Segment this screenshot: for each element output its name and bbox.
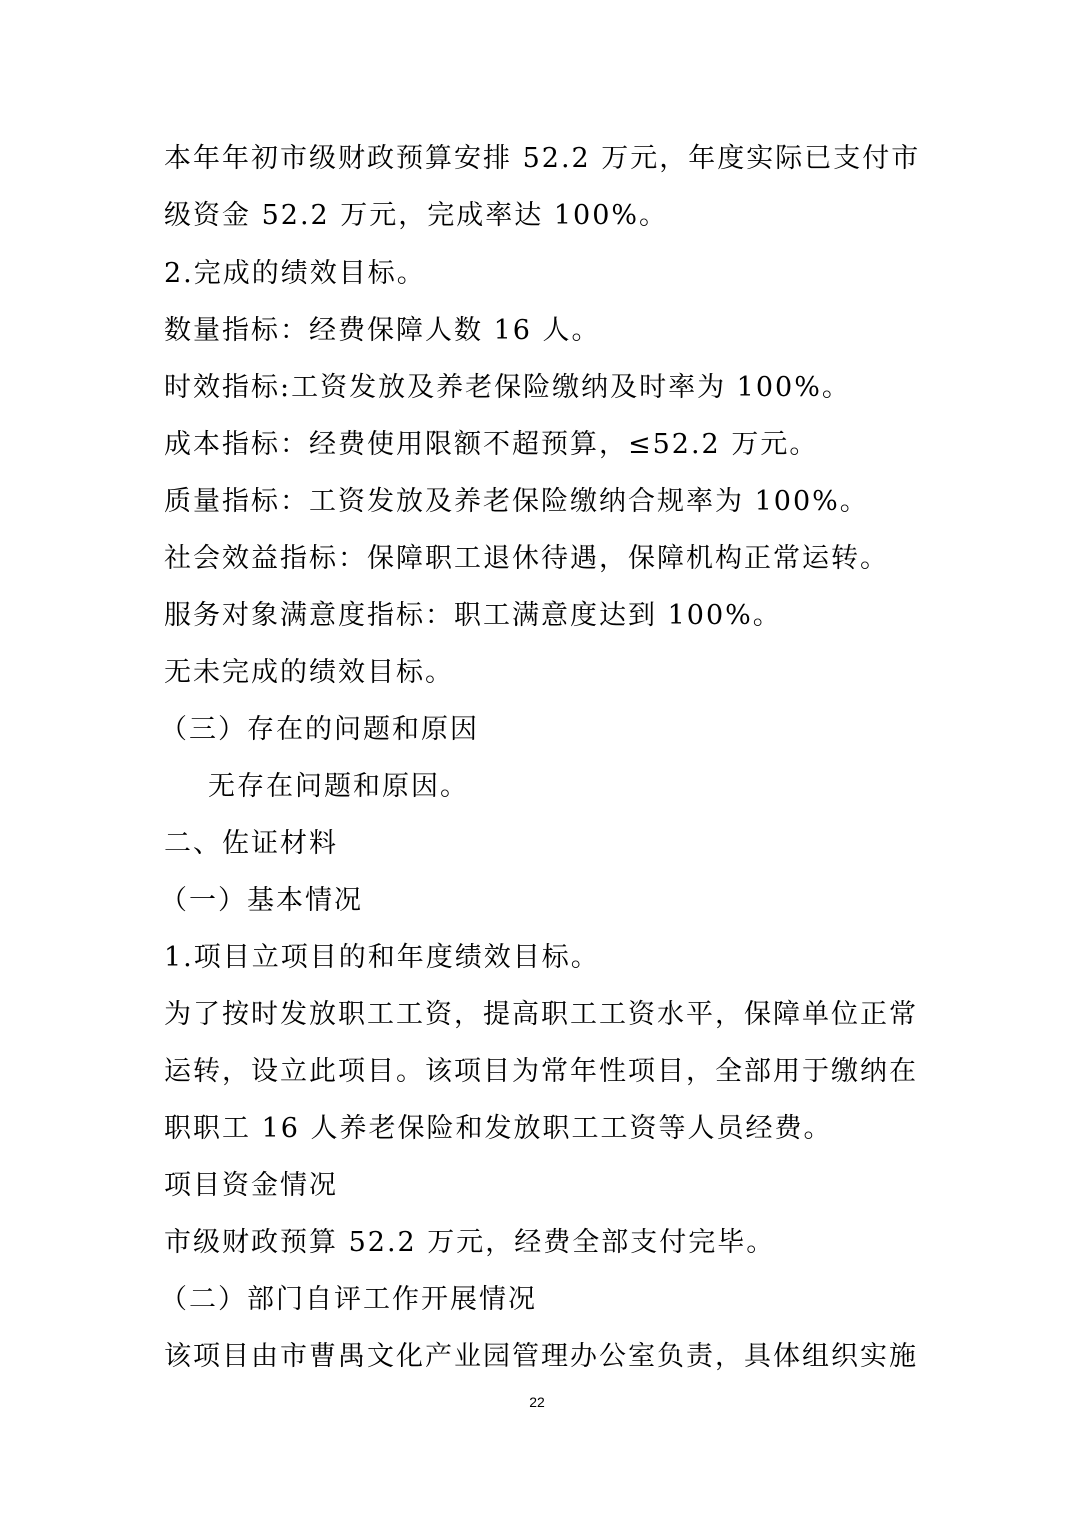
body-text-line: 时效指标:工资发放及养老保险缴纳及时率为 100%。 — [164, 372, 851, 403]
body-text-line: 市级财政预算 52.2 万元，经费全部支付完毕。 — [164, 1227, 776, 1258]
body-text-line: 本年年初市级财政预算安排 52.2 万元，年度实际已支付市 — [164, 143, 921, 174]
body-text-line: 成本指标：经费使用限额不超预算，≤52.2 万元。 — [164, 429, 819, 460]
section-heading: 2.完成的绩效目标。 — [164, 258, 426, 289]
section-heading: （三）存在的问题和原因 — [160, 714, 479, 745]
section-heading: （二）部门自评工作开展情况 — [160, 1284, 537, 1315]
body-text-line: 无未完成的绩效目标。 — [164, 657, 454, 688]
body-text-line: 社会效益指标：保障职工退休待遇，保障机构正常运转。 — [164, 543, 889, 574]
page-number: 22 — [529, 1394, 545, 1410]
body-text-line: 运转，设立此项目。该项目为常年性项目，全部用于缴纳在 — [164, 1056, 918, 1087]
body-text-line: 为了按时发放职工工资，提高职工工资水平，保障单位正常 — [164, 999, 918, 1030]
body-text-line: 级资金 52.2 万元，完成率达 100%。 — [164, 200, 669, 231]
section-heading: 二、佐证材料 — [164, 828, 338, 859]
body-text-line: 服务对象满意度指标：职工满意度达到 100%。 — [164, 600, 782, 631]
section-heading: （一）基本情况 — [160, 885, 363, 916]
body-text-line: 无存在问题和原因。 — [208, 771, 469, 802]
section-heading: 1.项目立项目的和年度绩效目标。 — [164, 942, 600, 973]
body-text-line: 该项目由市曹禺文化产业园管理办公室负责，具体组织实施 — [164, 1341, 918, 1372]
body-text-line: 质量指标：工资发放及养老保险缴纳合规率为 100%。 — [164, 486, 869, 517]
section-heading: 项目资金情况 — [164, 1170, 338, 1201]
body-text-line: 数量指标：经费保障人数 16 人。 — [164, 315, 601, 346]
body-text-line: 职职工 16 人养老保险和发放职工工资等人员经费。 — [164, 1113, 833, 1144]
